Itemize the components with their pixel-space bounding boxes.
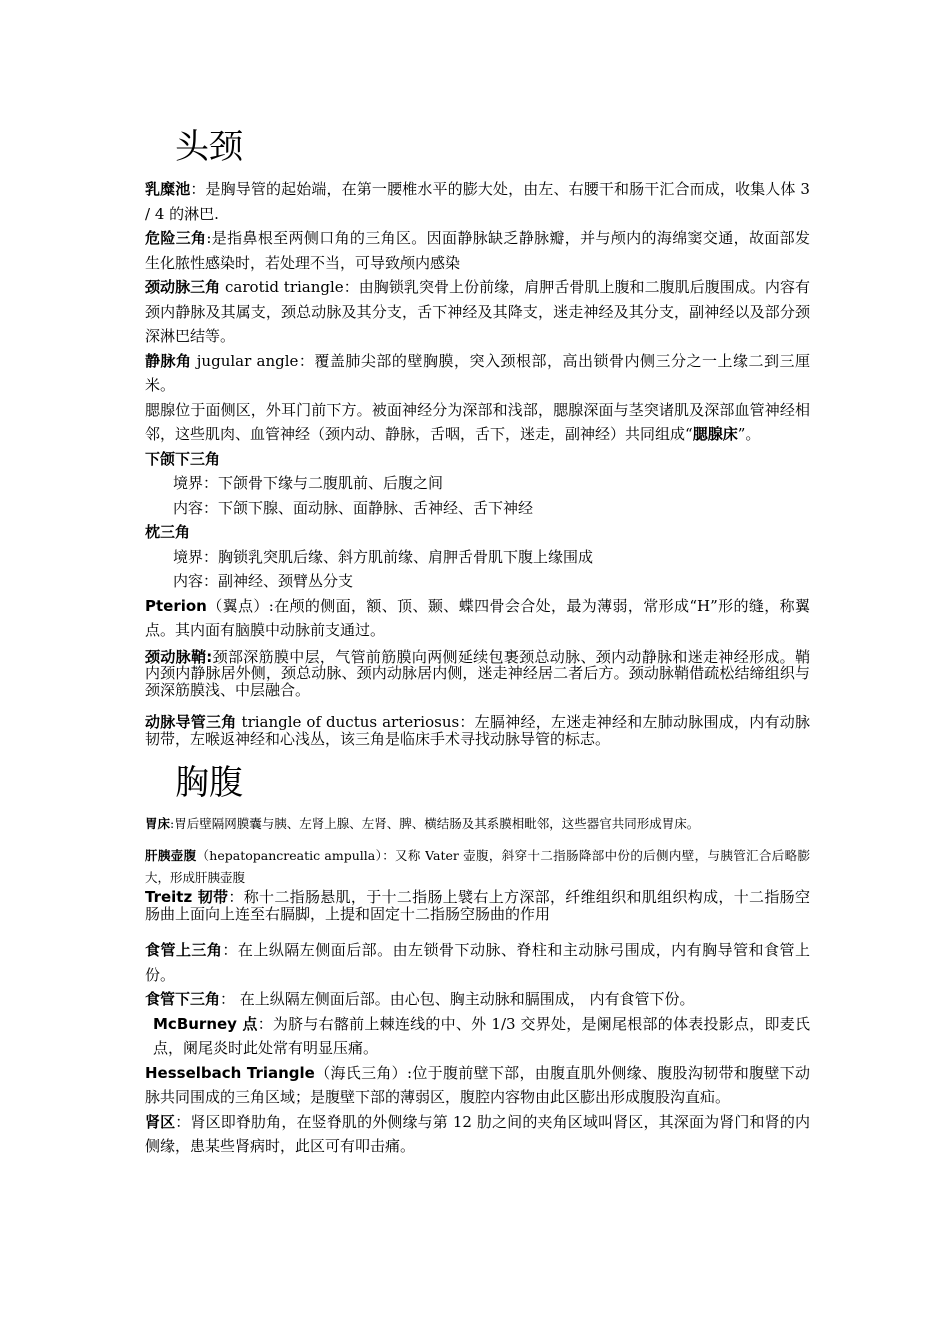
definition: （hepatopancreatic ampulla）：又称 Vater 壶腹，斜穿十二指肠降部中份的后侧内壁，与胰管汇合后略膨大，形成肝胰壶腹: [145, 848, 810, 885]
entry-pterion: [145, 594, 810, 643]
definition: （翼点）:在颅的侧面，额、顶、颞、蝶四骨会合处，最为薄弱，常形成“H”形的缝，称翼点。其内面有脑膜中动脉前支通过。: [145, 596, 810, 639]
entry-hepatopancreatic-ampulla: [145, 845, 810, 889]
term: 胃床: [145, 816, 171, 831]
term: 食管下三角: [145, 990, 221, 1008]
entry-gastric-bed: [145, 813, 810, 835]
entry-carotid-sheath: [145, 649, 810, 699]
term: 腮腺床: [692, 425, 738, 443]
definition: :是指鼻根至两侧口角的三角区。因面静脉缺乏静脉瓣，并与颅内的海绵窦交通，故面部发生化脓性感染时，若处理不当，可导致颅内感染: [145, 229, 810, 272]
entry-treitz-ligament: [145, 889, 810, 922]
term: Hesselbach Triangle: [145, 1063, 315, 1082]
definition: :胃后壁隔网膜囊与胰、左肾上腺、左肾、脾、横结肠及其系膜相毗邻，这些器官共同形成胃床。: [170, 816, 700, 831]
term: Treitz 韧带: [145, 888, 229, 906]
entry-upper-esophageal-triangle: [145, 938, 810, 987]
term: 乳糜池: [145, 180, 191, 198]
term: 下颌下三角: [145, 449, 221, 468]
term: 颈动脉三角: [145, 278, 221, 296]
entry-renal-area: [145, 1110, 810, 1159]
term: 肾区: [145, 1112, 176, 1131]
term: 动脉导管三角: [145, 713, 237, 731]
term: McBurney 点: [153, 1014, 258, 1033]
section-title-chest-abdomen: 胸腹: [175, 763, 243, 803]
term: 枕三角: [145, 523, 191, 541]
definition: ： 在上纵隔左侧面后部。由心包、胸主动脉和膈围成， 内有食管下份。: [220, 990, 695, 1008]
definition: ：是胸导管的起始端，在第一腰椎水平的膨大处，由左、右腰干和肠干汇合而成，收集人体 3 / 4 的淋巴.: [145, 180, 810, 223]
term: Pterion: [145, 596, 207, 615]
term: 肝胰壶腹: [145, 848, 197, 863]
term: 危险三角: [145, 229, 207, 247]
entry-parotid-bed: [145, 398, 810, 447]
definition: ：在上纵隔左侧面后部。由左锁骨下动脉、脊柱和主动脉弓围成，内有胸导管和食管上份。: [145, 941, 810, 984]
entry-mcburney-point: [145, 1012, 810, 1061]
definition: jugular angle：覆盖肺尖部的壁胸膜，突入颈根部，高出锁骨内侧三分之一上缘二到三厘米。: [145, 351, 810, 394]
occipital-contents: 内容：副神经、颈臂丛分支: [173, 572, 354, 590]
definition: ：肾区即脊肋角，在竖脊肌的外侧缘与第 12 肋之间的夹角区域叫肾区，其深面为肾门和肾的内侧缘，患某些肾病时，此区可有叩击痛。: [145, 1112, 810, 1155]
section-title-head-neck: 头颈: [175, 127, 243, 167]
entry-carotid-triangle: [145, 275, 810, 349]
entry-danger-triangle: [145, 226, 810, 275]
entry-venous-angle: [145, 349, 810, 398]
definition: carotid triangle：由胸锁乳突骨上份前缘，肩胛舌骨肌上腹和二腹肌后腹围成。内容有颈内静脉及其属支，颈总动脉及其分支，舌下神经及其降支，迷走神经及其分支，副神经以及部分颈深淋巴结等。: [145, 278, 810, 345]
term: 静脉角: [145, 351, 192, 370]
definition: triangle of ductus arteriosus：左膈神经，左迷走神经和左肺动脉围成，内有动脉韧带，左喉返神经和心浅丛，该三角是临床手术寻找动脉导管的标志。: [145, 713, 810, 748]
occipital-boundary: 境界：胸锁乳突肌后缘、斜方肌前缘、肩胛舌骨肌下腹上缘围成: [173, 547, 594, 566]
submandibular-contents: 内容：下颌下腺、面动脉、面静脉、舌神经、舌下神经: [173, 498, 534, 517]
heading-occipital-triangle: [145, 520, 810, 545]
submandibular-boundary: 境界：下颌骨下缘与二腹肌前、后腹之间: [173, 474, 444, 492]
document-page: [145, 125, 810, 1159]
entry-hesselbach-triangle: [145, 1061, 810, 1110]
term: 颈动脉鞘:: [145, 647, 213, 666]
definition: 腮腺位于面侧区，外耳门前下方。被面神经分为深部和浅部，腮腺深面与茎突诸肌及深部血管神经相邻，这些肌肉、血管神经（颈内动、静脉，舌咽，舌下，迷走，副神经）共同组成“: [145, 400, 810, 443]
term: 食管上三角: [145, 941, 223, 959]
entry-lower-esophageal-triangle: [145, 987, 810, 1012]
definition: ：为脐与右髂前上棘连线的中、外 1/3 交界处，是阑尾根部的体表投影点，即麦氏点，阑尾炎时此处常有明显压痛。: [153, 1014, 810, 1057]
entry-cisterna-chyli: [145, 177, 810, 226]
entry-ductus-triangle: [145, 714, 810, 747]
definition: （海氏三角）:位于腹前壁下部，由腹直肌外侧缘、腹股沟韧带和腹壁下动脉共同围成的三角区域；是腹壁下部的薄弱区，腹腔内容物由此区膨出形成腹股沟直疝。: [145, 1063, 811, 1106]
definition: 颈部深筋膜中层，气管前筋膜向两侧延续包裹颈总动脉、颈内动静脉和迷走神经形成。鞘内颈内静脉居外侧，颈总动脉、颈内动脉居内侧，迷走神经居二者后方。颈动脉鞘借疏松结缔组织与颈深筋膜浅、中层融合。: [145, 647, 811, 699]
definition: ：称十二指肠悬肌，于十二指肠上襞右上方深部，纤维组织和肌组织构成，十二指肠空肠曲上面向上连至右膈脚，上提和固定十二指肠空肠曲的作用: [145, 888, 810, 923]
definition-tail: ”。: [737, 425, 761, 443]
heading-submandibular-triangle: [145, 447, 810, 472]
